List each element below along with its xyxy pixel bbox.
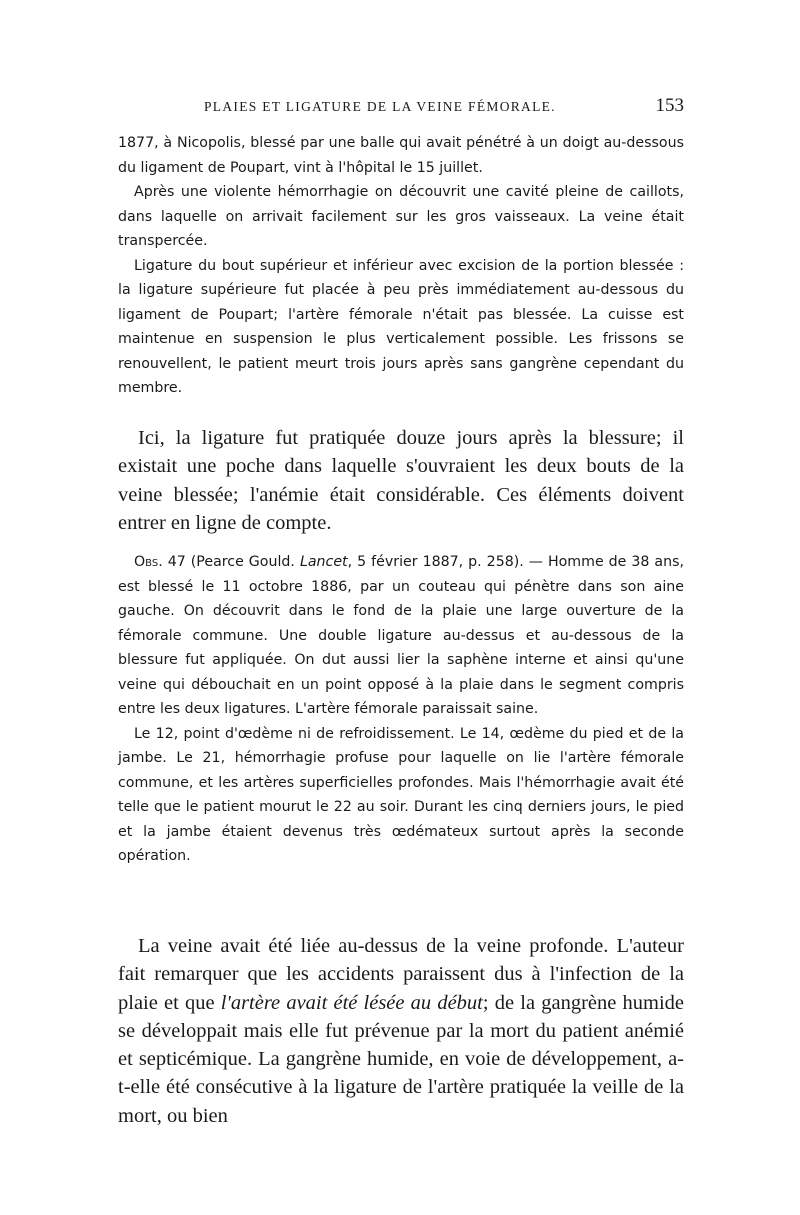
obs-label: Obs.	[134, 554, 163, 570]
paragraph-commentary-1: Ici, la ligature fut pratiquée douze jours après la blessure; il existait une poche dans laquelle s'ouvraient les deux bouts de la veine blessée; l'anémie était considérable. Ces éléments doivent entrer en ligne de compte.	[118, 427, 684, 534]
case-report-continuation	[118, 131, 684, 401]
paragraph-obs47-course: Le 12, point d'œdème ni de refroidissement. Le 14, œdème du pied et de la jambe. Le 21, hémorrhagie profuse pour laquelle on lie l'artère fémorale commune, et les artères superficielles profondes. Mais l'hémorrhagie avait été telle que le patient mourut le 22 au soir. Durant les cinq derniers jours, le pied et la jambe étaient devenus très œdémateux surtout après la seconde opération.	[118, 725, 684, 864]
commentary-2-text-b: ; de la gangrène humide se développait mais elle fut prévenue par la mort du patient anémié et septicémique. La gangrène humide, en voie de développement, a-t-elle été consécutive à la ligature de l'artère pratiquée la veille de la mort, ou bien	[118, 991, 685, 1127]
page-header	[118, 95, 684, 121]
journal-title: Lancet	[299, 554, 348, 570]
page-number: 153	[655, 95, 684, 116]
commentary-1	[118, 424, 684, 537]
obs-citation-text: , 5 février 1887, p. 258). — Homme de 38 ans, est blessé le 11 octobre 1886, par un couteau qui pénètre dans son aine gauche. On découvrit dans le fond de la plaie une large ouverture de la fémorale commune. Une double ligature au-dessus et au-dessous de la blessure fut appliquée. On dut aussi lier la saphène interne et ainsi qu'une veine qui débouchait en un point opposé à la plaie dans le segment compris entre les deux ligatures. L'artère fémorale paraissait saine.	[118, 554, 685, 717]
paragraph-ligature: Ligature du bout supérieur et inférieur avec excision de la portion blessée : la ligature supérieure fut placée à peu près immédiatement au-dessous du ligament de Poupart; l'artère fémorale n'était pas blessée. La cuisse est maintenue en suspension le plus verticalement possible. Les frissons se renouvellent, le patient meurt trois jours après sans gangrène cependant du membre.	[118, 257, 684, 396]
observation-47	[118, 550, 684, 869]
paragraph-commentary-2	[118, 932, 684, 1130]
commentary-2	[118, 932, 684, 1130]
commentary-2-emphasis: l'artère avait été lésée au début	[220, 991, 483, 1014]
paragraph-case-intro: 1877, à Nicopolis, blessé par une balle qui avait pénétré à un doigt au-dessous du ligament de Poupart, vint à l'hôpital le 15 juillet.	[118, 135, 684, 176]
running-title: PLAIES ET LIGATURE DE LA VEINE FÉMORALE.	[204, 99, 556, 114]
paragraph-hemorrhage: Après une violente hémorrhagie on découvrit une cavité pleine de caillots, dans laquelle on arrivait facilement sur les gros vaisseaux. La veine était transpercée.	[118, 184, 684, 249]
commentary-2-text-a: La veine avait été liée au-dessus de la veine profonde. L'auteur fait remarquer que les accidents paraissent dus à l'infection de la plaie et que	[118, 935, 684, 1014]
obs-number-author: 47 (Pearce Gould.	[167, 554, 295, 570]
paragraph-obs47-intro	[118, 550, 684, 722]
